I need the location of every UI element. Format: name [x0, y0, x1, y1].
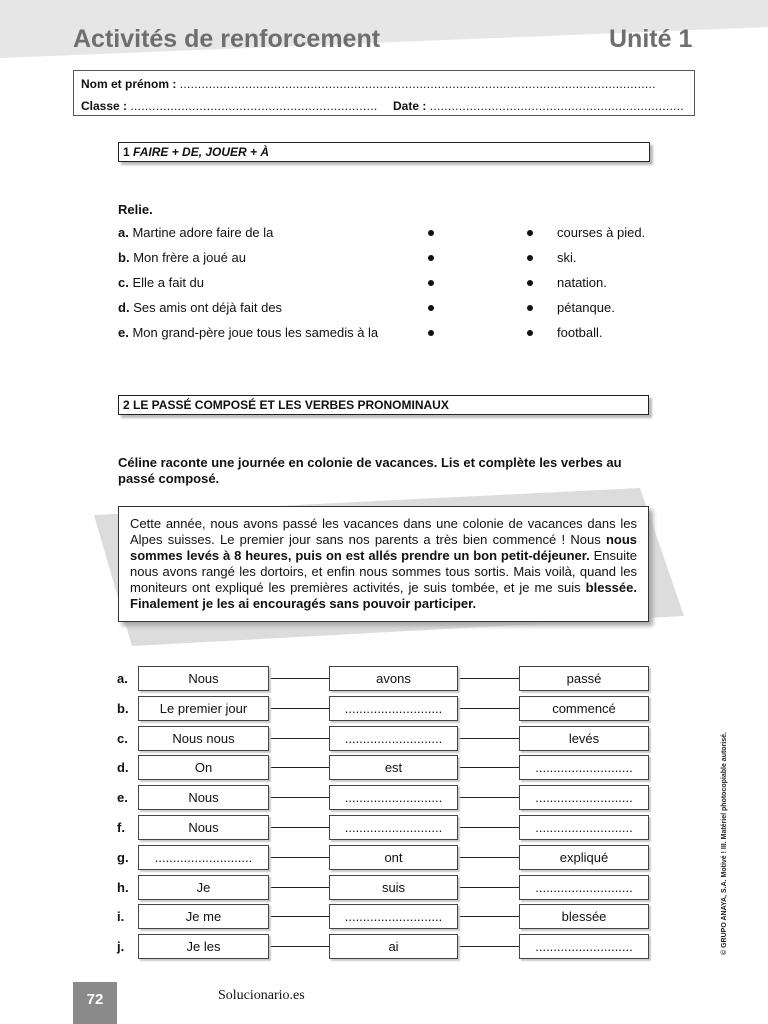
match-letter: c.: [118, 275, 129, 290]
section1-title-text: FAIRE + DE, JOUER + À: [133, 145, 270, 159]
participle-cell[interactable]: ...........................: [519, 755, 649, 780]
auxiliary-cell[interactable]: ...........................: [329, 726, 458, 751]
subject-cell: Nous: [138, 666, 269, 691]
participle-cell: blessée: [519, 904, 649, 929]
connector-line: [269, 857, 329, 858]
name-label: Nom et prénom :: [81, 77, 177, 91]
participle-cell[interactable]: ...........................: [519, 815, 649, 840]
grid-letter: e.: [117, 790, 128, 805]
date-field[interactable]: ......................................................................: [429, 99, 685, 113]
match-ending: courses à pied.: [557, 225, 646, 240]
subject-cell: Le premier jour: [138, 696, 269, 721]
match-ending: football.: [557, 325, 603, 340]
name-field[interactable]: ...................................................................................................................................: [179, 77, 656, 91]
participle-cell[interactable]: ...........................: [519, 934, 649, 959]
section2-title: 2 LE PASSÉ COMPOSÉ ET LES VERBES PRONOMINAUX: [118, 395, 649, 415]
connector-line: [458, 738, 519, 739]
class-field[interactable]: ....................................................................: [130, 99, 378, 113]
auxiliary-cell[interactable]: ...........................: [329, 815, 458, 840]
grid-letter: f.: [117, 820, 125, 835]
page-number: 72: [73, 982, 117, 1024]
auxiliary-cell: ont: [329, 845, 458, 870]
connector-line: [269, 887, 329, 888]
connector-line: [269, 678, 329, 679]
auxiliary-cell: suis: [329, 875, 458, 900]
match-letter: b.: [118, 250, 130, 265]
story-text-bold1: nous sommes levés à 8 heures, puis on est allés prendre un bon petit-déjeuner.: [130, 532, 637, 563]
match-ending: ski.: [557, 250, 577, 265]
subject-cell: Je: [138, 875, 269, 900]
grid-letter: b.: [117, 701, 129, 716]
match-ending: natation.: [557, 275, 607, 290]
grid-letter: a.: [117, 671, 128, 686]
auxiliary-cell[interactable]: ...........................: [329, 904, 458, 929]
connector-line: [458, 678, 519, 679]
connector-line: [458, 916, 519, 917]
connector-line: [458, 708, 519, 709]
grid-letter: h.: [117, 880, 129, 895]
unit-label: Unité 1: [609, 25, 693, 53]
participle-cell: expliqué: [519, 845, 649, 870]
connector-line: [269, 946, 329, 947]
story-text-part2: Ensuite nous avons rangé les dortoirs, et enfin nous sommes tous sortis. Mais voilà, quand les moniteurs ont expliqué les premières activités, je suis tombée, et je me suis: [130, 548, 637, 595]
auxiliary-cell: ai: [329, 934, 458, 959]
auxiliary-cell: avons: [329, 666, 458, 691]
grid-letter: c.: [117, 731, 128, 746]
section1-instruction: Relie.: [118, 202, 153, 217]
subject-cell: Je me: [138, 904, 269, 929]
connector-line: [458, 797, 519, 798]
participle-cell: commencé: [519, 696, 649, 721]
connector-line: [458, 887, 519, 888]
match-letter: a.: [118, 225, 129, 240]
match-letter: e.: [118, 325, 129, 340]
grid-letter: g.: [117, 850, 129, 865]
story-text-bold2: blessée. Finalement je les ai encouragés sans pouvoir participer.: [130, 580, 637, 611]
subject-cell: On: [138, 755, 269, 780]
match-sentence: Ses amis ont déjà fait des: [133, 300, 283, 315]
grid-letter: i.: [117, 909, 125, 924]
subject-cell: Nous nous: [138, 726, 269, 751]
participle-cell[interactable]: ...........................: [519, 785, 649, 810]
match-sentence: Mon frère a joué au: [133, 250, 246, 265]
match-ending: pétanque.: [557, 300, 615, 315]
auxiliary-cell: est: [329, 755, 458, 780]
connector-line: [458, 767, 519, 768]
participle-cell[interactable]: ...........................: [519, 875, 649, 900]
section2-instruction: Céline raconte une journée en colonie de vacances. Lis et complète les verbes au passé composé.: [118, 455, 622, 486]
section1-number: 1: [123, 145, 130, 159]
connector-line: [269, 827, 329, 828]
connector-line: [269, 738, 329, 739]
match-sentence: Martine adore faire de la: [132, 225, 274, 240]
auxiliary-cell[interactable]: ...........................: [329, 785, 458, 810]
page-title: Activités de renforcement: [73, 25, 381, 53]
connector-line: [269, 916, 329, 917]
participle-cell: passé: [519, 666, 649, 691]
story-text-part1: Cette année, nous avons passé les vacances dans une colonie de vacances dans les Alpes suisses. Le premier jour sans nos parents a très bien commencé ! Nous: [130, 516, 637, 547]
connector-line: [458, 827, 519, 828]
subject-cell: Nous: [138, 815, 269, 840]
connector-line: [458, 857, 519, 858]
class-label: Classe :: [81, 99, 128, 113]
subject-cell: Je les: [138, 934, 269, 959]
auxiliary-cell[interactable]: ...........................: [329, 696, 458, 721]
connector-line: [269, 767, 329, 768]
date-label: Date :: [393, 99, 427, 113]
connector-line: [269, 708, 329, 709]
connector-line: [269, 797, 329, 798]
copyright-notice: © GRUPO ANAYA, S.A. Motivé ! III. Matériel photocopiable autorisé.: [721, 732, 728, 955]
subject-cell[interactable]: ...........................: [138, 845, 269, 870]
match-letter: d.: [118, 300, 130, 315]
match-sentence: Elle a fait du: [132, 275, 205, 290]
subject-cell: Nous: [138, 785, 269, 810]
connector-line: [458, 946, 519, 947]
footer-brand: Solucionario.es: [218, 988, 305, 1003]
match-sentence: Mon grand-père joue tous les samedis à la: [132, 325, 379, 340]
participle-cell: levés: [519, 726, 649, 751]
grid-letter: j.: [117, 939, 125, 954]
story-text-box: [118, 506, 649, 622]
grid-letter: d.: [117, 760, 129, 775]
